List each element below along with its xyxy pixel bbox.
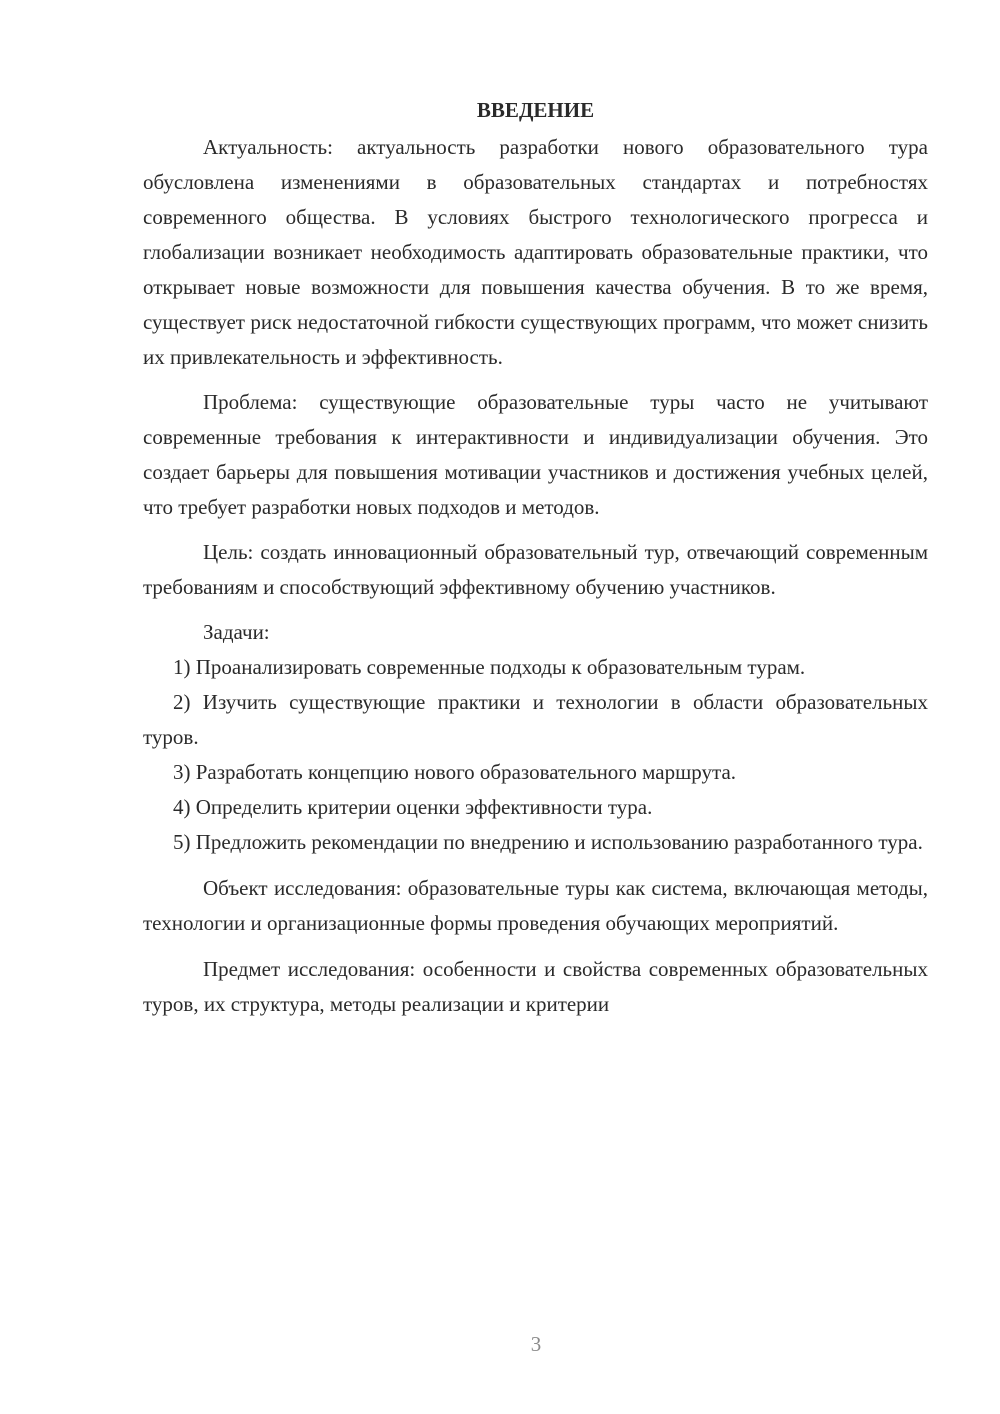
task-item-1: 1) Проанализировать современные подходы к образовательным турам.	[173, 655, 806, 679]
task-item-4: 4) Определить критерии оценки эффективности тура.	[173, 795, 653, 819]
document-body	[143, 92, 928, 1022]
tasks-label: Задачи:	[203, 620, 270, 644]
relevance-paragraph: Актуальность: актуальность разработки нового образовательного тура обусловлена изменениями в образовательных стандартах и потребностях современного общества. В условиях быстрого технологического прогресса и глобализации возникает необходимость адаптировать образовательные практики, что открывает новые возможности для повышения качества обучения. В то же время, существует риск недостаточной гибкости существующих программ, что может снизить их привлекательность и эффективность.	[143, 135, 928, 369]
task-item-3: 3) Разработать концепцию нового образовательного маршрута.	[173, 760, 737, 784]
section-heading: ВВЕДЕНИЕ	[476, 98, 595, 122]
object-paragraph: Объект исследования: образовательные туры как система, включающая методы, технологии и организационные формы проведения обучающих мероприятий.	[143, 876, 928, 935]
goal-paragraph: Цель: создать инновационный образовательный тур, отвечающий современным требованиям и способствующий эффективному обучению участников.	[143, 540, 928, 599]
task-item-5: 5) Предложить рекомендации по внедрению и использованию разработанного тура.	[173, 830, 923, 854]
subject-paragraph: Предмет исследования: особенности и свойства современных образовательных туров, их структура, методы реализации и критерии	[143, 957, 928, 1016]
page-number: 3	[530, 1332, 542, 1356]
problem-paragraph: Проблема: существующие образовательные туры часто не учитывают современные требования к интерактивности и индивидуализации обучения. Это создает барьеры для повышения мотивации участников и достижения учебных целей, что требует разработки новых подходов и методов.	[143, 390, 928, 519]
task-item-2: 2) Изучить существующие практики и технологии в области образовательных туров.	[143, 690, 928, 749]
